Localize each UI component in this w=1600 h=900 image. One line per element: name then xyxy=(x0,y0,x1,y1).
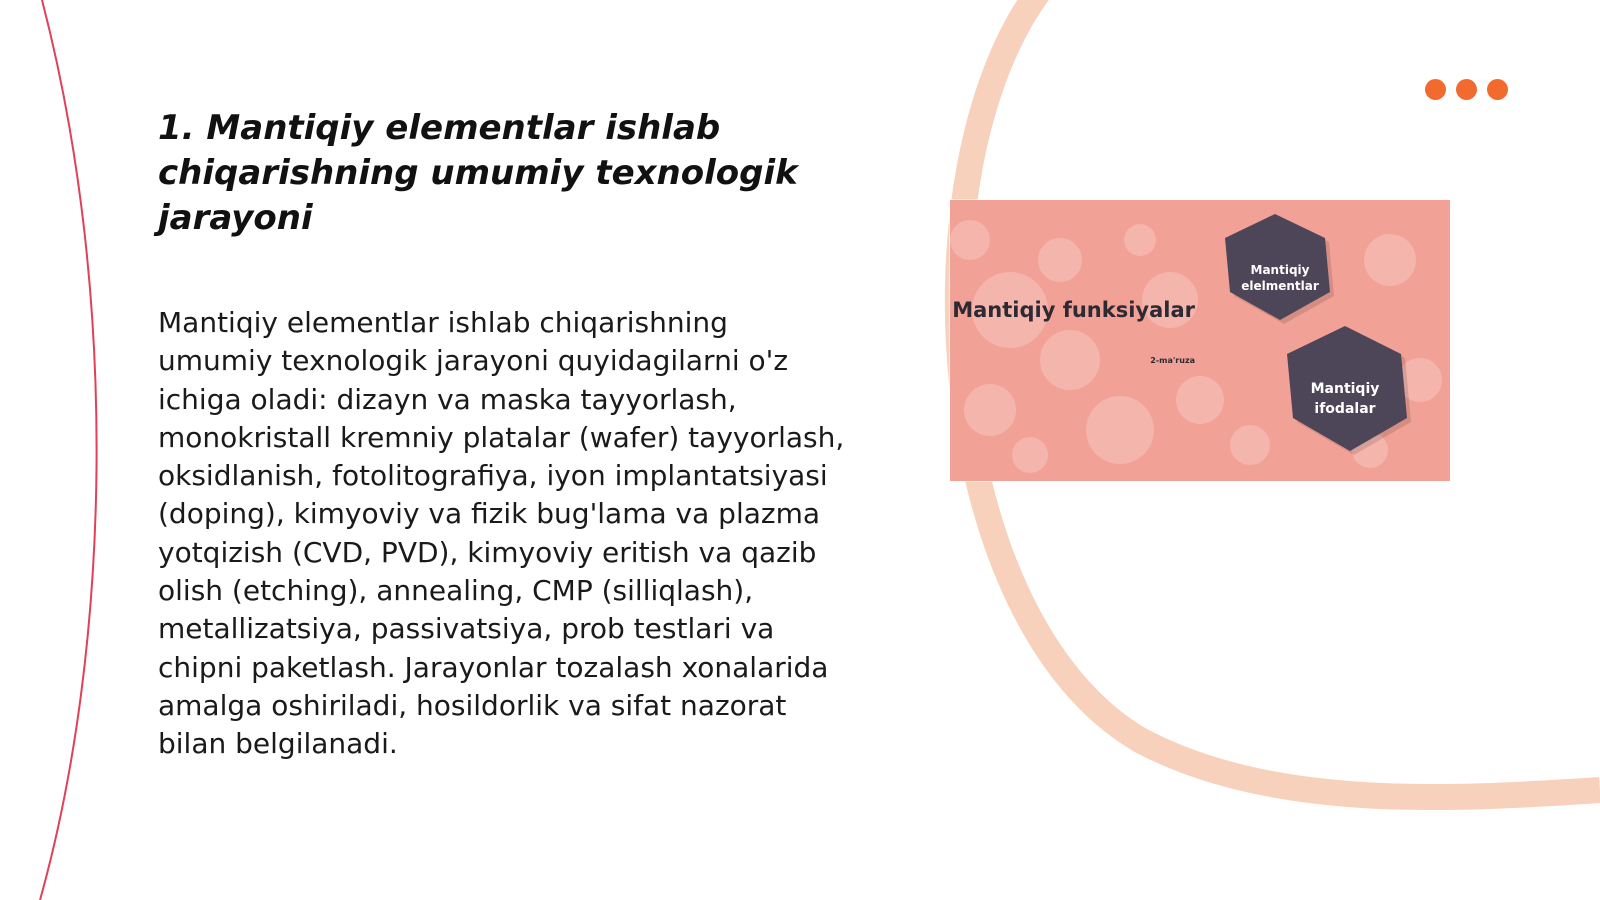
more-dots-icon xyxy=(1425,79,1515,101)
hex1-label: Mantiqiy elelmentlar xyxy=(1241,263,1319,293)
dot-3 xyxy=(1487,79,1508,100)
left-curve-line xyxy=(40,0,97,900)
embedded-slide-image xyxy=(950,200,1450,481)
thumbnail-art xyxy=(950,200,1450,481)
dot-2 xyxy=(1456,79,1477,100)
slide-title: 1. Mantiqiy elementlar ishlab chiqarishning umumiy texnologik jarayoni xyxy=(158,108,798,238)
slide-body-text: Mantiqiy elementlar ishlab chiqarishning umumiy texnologik jarayoni quyidagilarni o'z ichiga oladi: dizayn va maska tayyorlash, monokristall kremniy platalar (wafer) tayyorlash, oksidlanish, fotolitografiya, iyon implantatsiyasi (doping), kimyoviy va fizik bug'lama va plazma yotqizish (CVD, PVD), kimyoviy eritish va qazib olish (etching), annealing, CMP (silliqlash), metallizatsiya, passivatsiya, prob testlari va chipni paketlash. Jarayonlar tozalash xonalarida amalga oshiriladi, hosildorlik va sifat nazorat bilan belgilanadi. xyxy=(158,306,845,761)
hex2-label: Mantiqiy ifodalar xyxy=(1310,381,1380,417)
thumbnail-title: Mantiqiy funksiyalar xyxy=(952,298,1195,322)
dot-1 xyxy=(1425,79,1446,100)
thumbnail-subtitle: 2-ma'ruza xyxy=(1150,356,1195,365)
